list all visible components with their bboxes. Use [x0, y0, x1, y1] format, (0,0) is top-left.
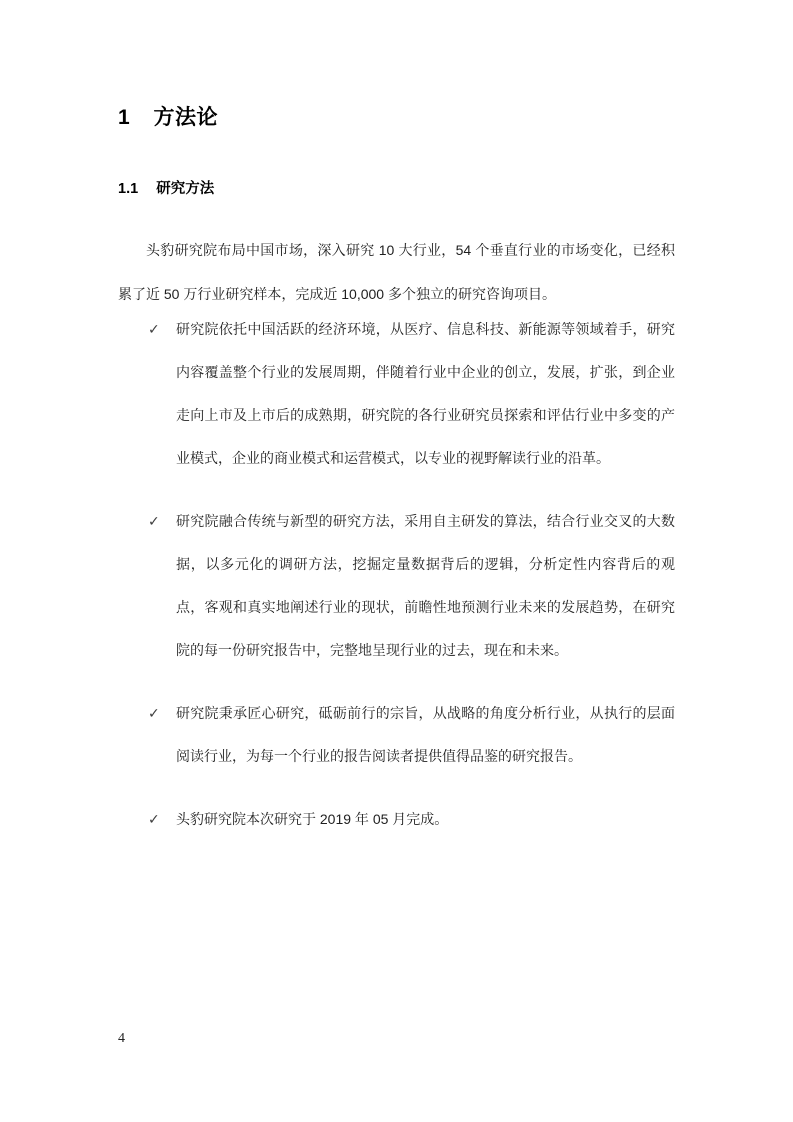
page-number: 4	[118, 1031, 125, 1046]
checkmark-icon: ✓	[148, 513, 160, 529]
checkmark-icon: ✓	[148, 811, 160, 827]
subsection-heading-number: 1.1	[118, 181, 139, 197]
bullet-item	[118, 798, 675, 841]
section-heading	[118, 103, 218, 133]
bullet-item	[118, 692, 675, 778]
bullet-item	[118, 308, 675, 480]
subsection-heading	[118, 178, 214, 200]
bullet-text: 研究院融合传统与新型的研究方法，采用自主研发的算法，结合行业交叉的大数据，以多元化的调研方法，挖掘定量数据背后的逻辑，分析定性内容背后的观点，客观和真实地阐述行业的现状，前瞻性地预测行业未来的发展趋势，在研究院的每一份研究报告中，完整地呈现行业的过去，现在和未来。	[176, 513, 675, 658]
bullet-text: 研究院秉承匠心研究，砥砺前行的宗旨，从战略的角度分析行业，从执行的层面阅读行业，为每一个行业的报告阅读者提供值得品鉴的研究报告。	[176, 705, 675, 764]
checkmark-icon: ✓	[148, 705, 160, 721]
bullet-list	[118, 308, 675, 841]
section-heading-title: 方法论	[153, 106, 219, 129]
bullet-text: 研究院依托中国活跃的经济环境，从医疗、信息科技、新能源等领域着手，研究内容覆盖整个行业的发展周期，伴随着行业中企业的创立，发展，扩张，到企业走向上市及上市后的成熟期，研究院的各行业研究员探索和评估行业中多变的产业模式，企业的商业模式和运营模式，以专业的视野解读行业的沿革。	[176, 321, 675, 466]
bullet-text: 头豹研究院本次研究于 2019 年 05 月完成。	[176, 811, 449, 827]
bullet-item	[118, 500, 675, 672]
subsection-heading-title: 研究方法	[156, 181, 215, 197]
section-heading-number: 1	[118, 106, 131, 129]
intro-paragraph: 头豹研究院布局中国市场，深入研究 10 大行业，54 个垂直行业的市场变化，已经积累了近 50 万行业研究样本，完成近 10,000 多个独立的研究咨询项目。	[118, 242, 675, 302]
checkmark-icon: ✓	[148, 321, 160, 337]
